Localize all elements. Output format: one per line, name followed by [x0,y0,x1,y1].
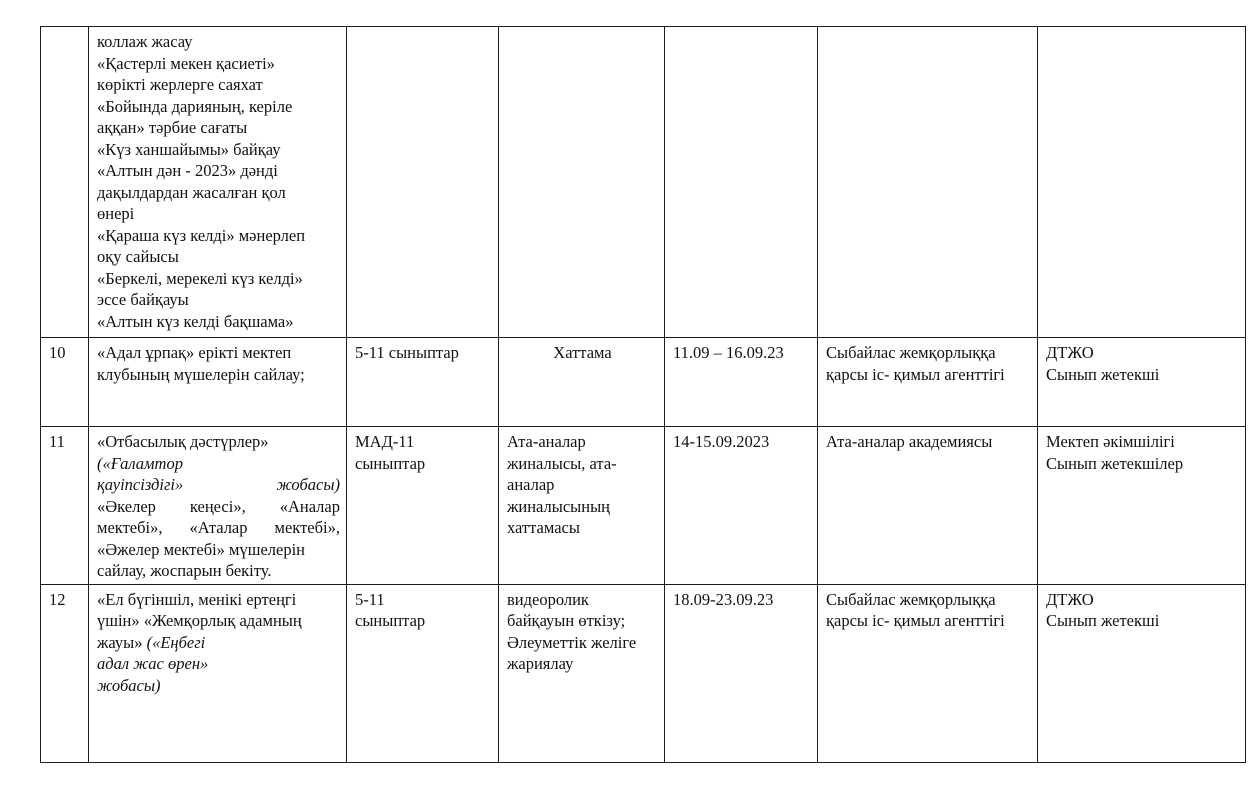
partner-cell [818,27,1038,338]
responsible-cell [1038,338,1246,427]
event-line: «Ел бүгіншіл, менікі ертеңгі [97,589,297,609]
responsible-cell [1038,27,1246,338]
event-line: оқу сайысы [97,247,179,266]
event-line [97,632,340,654]
participants-cell [347,27,499,338]
event-project: («Еңбегі [146,632,206,652]
responsible-line: Сынып жетекші [1046,611,1160,630]
event-word: «Аналар [279,496,340,516]
partner-line: Сыбайлас жемқорлыққа [826,343,996,362]
event-cell [89,27,347,338]
form-line: Ата-аналар [507,432,586,451]
event-word: мектебі», [274,518,340,537]
dates-cell [665,27,818,338]
event-line: аққан» тәрбие сағаты [97,118,248,137]
event-line: дақылдардан жасалған қол [97,182,286,202]
responsible-cell [1038,584,1246,762]
form-line: аналар [507,475,555,494]
dates-cell: 11.09 – 16.09.23 [665,338,818,427]
responsible-line: Сынып жетекшілер [1046,453,1184,473]
row-number: 12 [41,584,89,762]
partner-line: қарсы іс- қимыл агенттігі [826,364,1005,384]
event-word: мектебі», [97,518,163,537]
event-cell [89,427,347,585]
partner-cell [818,584,1038,762]
partner-line: қарсы іс- қимыл агенттігі [826,611,1005,630]
partner-cell: Ата-аналар академиясы [818,427,1038,585]
event-body-line [97,517,340,539]
event-cell [89,338,347,427]
event-line: «Қастерлі мекен қасиеті» [97,53,275,73]
event-body-line: «Әжелер мектебі» мүшелерін [97,539,305,559]
responsible-cell [1038,427,1246,585]
form-line: жиналысы, ата- [507,453,617,473]
event-line: көрікті жерлерге саяхат [97,75,263,94]
event-line: «Алтын дән - 2023» дәнді [97,161,278,180]
form-cell: Хаттама [499,338,665,427]
event-line: «Бойында дарияның, керіле [97,96,293,116]
participants-cell: 5-11 сыныптар [347,338,499,427]
event-line: «Күз ханшайымы» байқау [97,139,281,159]
form-line: видеоролик [507,589,589,609]
event-line: «Беркелі, мерекелі күз келді» [97,268,303,288]
table-row [41,584,1246,762]
participants-cell [347,427,499,585]
form-line: Әлеуметтік желіге [507,632,637,652]
form-cell [499,584,665,762]
form-line: жиналысының [507,496,611,516]
participants-cell [347,584,499,762]
event-line: «Адал ұрпақ» ерікті мектеп [97,343,292,362]
table-row [41,27,1246,338]
form-line: жариялау [507,654,574,673]
partner-cell [818,338,1038,427]
participants-line: сыныптар [355,453,426,473]
form-line: байқауын өткізу; [507,611,626,630]
event-body-line: сайлау, жоспарын бекіту. [97,561,272,580]
events-plan-table [40,26,1246,763]
form-cell [499,427,665,585]
event-line: үшін» «Жемқорлық адамның [97,611,302,630]
participants-line: МАД-11 [355,432,415,451]
participants-line: 5-11 [355,589,385,609]
event-word: жауы» [97,632,143,652]
participants-line: сыныптар [355,611,426,630]
event-word: «Аталар [189,518,248,537]
form-cell [499,27,665,338]
form-line: хаттамасы [507,518,580,537]
row-number: 11 [41,427,89,585]
event-body-line [97,496,340,518]
responsible-line: Мектеп әкімшілігі [1046,432,1175,451]
dates-cell: 18.09-23.09.23 [665,584,818,762]
event-line: коллаж жасау [97,32,193,51]
event-project-word: жобасы) [276,475,340,494]
event-line: «Алтын күз келді бақшама» [97,311,294,331]
responsible-line: ДТЖО [1046,589,1094,609]
event-project: («Ғаламтор [97,453,183,473]
event-cell [89,584,347,762]
row-number [41,27,89,338]
event-line: эссе байқауы [97,290,189,309]
event-project [97,474,340,496]
row-number: 10 [41,338,89,427]
event-project: адал жас өрен» [97,654,209,673]
partner-line: Сыбайлас жемқорлыққа [826,589,996,609]
event-line: клубының мүшелерін сайлау; [97,364,305,384]
event-line: «Қараша күз келді» мәнерлеп [97,225,306,245]
table-row [41,427,1246,585]
event-project: жобасы) [97,675,161,695]
event-word: «Әкелер [97,496,156,516]
dates-cell: 14-15.09.2023 [665,427,818,585]
table-row [41,338,1246,427]
responsible-line: Сынып жетекші [1046,364,1160,384]
event-line: өнері [97,204,135,223]
responsible-line: ДТЖО [1046,343,1094,362]
event-word: кеңесі», [189,496,246,516]
event-project-word: қауіпсіздігі» [97,475,184,494]
event-title: «Отбасылық дәстүрлер» [97,432,269,451]
